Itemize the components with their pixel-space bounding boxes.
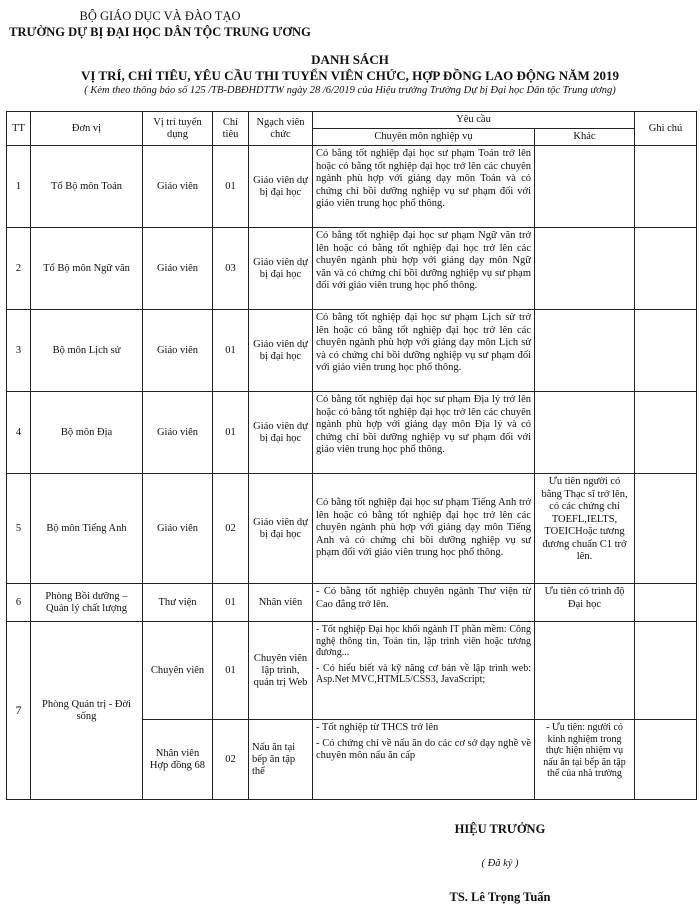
row-rank: Giáo viên dự bị đại học [249,146,313,228]
row-tt: 4 [7,392,31,474]
signed-note: ( Đã ký ) [481,858,519,869]
ministry-name: BỘ GIÁO DỤC VÀ ĐÀO TẠO [79,9,241,23]
row-unit: Phòng Bồi dưỡng – Quản lý chất lượng [31,584,143,622]
header-row [7,112,697,129]
row-other [535,392,635,474]
row-quota: 02 [213,720,249,800]
row-note [635,310,697,392]
row-specialty: Có bằng tốt nghiệp đại học sư phạm Lịch sử trở lên hoặc có bằng tốt nghiệp đại học trở lên các chuyên ngành phù hợp với giảng dạy môn Lịch sử và có chứng chỉ bồi dưỡng nghiệp vụ sư phạm đối với giáo viên trung học phổ thông. [313,310,535,392]
row-tt: 1 [7,146,31,228]
row-position: Chuyên viên [143,622,213,720]
signer-name: TS. Lê Trọng Tuấn [449,890,551,904]
title-line-2: VỊ TRÍ, CHỈ TIÊU, YÊU CẦU THI TUYỂN VIÊN CHỨC, HỢP ĐỒNG LAO ĐỘNG NĂM 2019 [80,68,620,83]
row-quota: 02 [213,474,249,584]
row-specialty: - Có bằng tốt nghiệp chuyên ngành Thư viện từ Cao đẳng trở lên. [313,584,535,622]
signer-role: HIỆU TRƯỞNG [454,822,546,836]
specialty-line-a: - Tốt nghiệp từ THCS trở lên [316,722,439,733]
recruitment-table [6,111,697,800]
table-row [7,392,697,474]
specialty-line-b: - Có chứng chỉ về nấu ăn do các cơ sở dạy nghề về chuyên môn nấu ăn cấp [316,738,531,761]
row-unit: Phòng Quản trị - Đời sống [31,622,143,800]
header-tt: TT [7,112,31,146]
header-other: Khác [535,129,635,146]
row-quota: 01 [213,310,249,392]
title-line-1: DANH SÁCH [311,52,389,67]
row-rank: Giáo viên dự bị đại học [249,228,313,310]
row-tt: 3 [7,310,31,392]
header-note: Ghi chú [635,112,697,146]
row-position: Giáo viên [143,310,213,392]
row-specialty: Có bằng tốt nghiệp đại học sư phạm Toán trở lên hoặc có bằng tốt nghiệp đại học trở lên các chuyên ngành phù hợp với giảng dạy môn Toán và có chứng chỉ bồi dưỡng nghiệp vụ sư phạm đối với giáo viên trung học phổ thông. [313,146,535,228]
header-unit: Đơn vị [31,112,143,146]
row-quota: 01 [213,584,249,622]
table-row [7,622,697,720]
row-position: Nhân viên Hợp đồng 68 [143,720,213,800]
header-specialty: Chuyên môn nghiệp vụ [313,129,535,146]
row-rank: Giáo viên dự bị đại học [249,392,313,474]
table-row [7,146,697,228]
row-tt: 2 [7,228,31,310]
specialty-line-b: - Có hiểu biết và kỹ năng cơ bản về lập trình web: Asp.Net MVC,HTML5/CSS3, JavaScript; [316,662,531,685]
row-rank: Giáo viên dự bị đại học [249,310,313,392]
row-specialty: Có bằng tốt nghiệp đại học sư phạm Ngữ văn trở lên hoặc có bằng tốt nghiệp đại học trở lên các chuyên ngành phù hợp với giảng dạy môn Ngữ văn và có chứng chỉ bồi dưỡng nghiệp vụ sư phạm đối với giáo viên trung học phổ thông. [313,228,535,310]
row-position: Thư viện [143,584,213,622]
row-position: Giáo viên [143,392,213,474]
row-tt: 7 [7,622,31,800]
header-rank: Ngạch viên chức [249,112,313,146]
document-title [0,52,700,98]
table-row [7,228,697,310]
row-note [635,584,697,622]
header-position: Vị trí tuyển dụng [143,112,213,146]
row-tt: 5 [7,474,31,584]
school-name: TRƯỜNG DỰ BỊ ĐẠI HỌC DÂN TỘC TRUNG ƯƠNG [9,25,311,39]
row-note [635,622,697,720]
row-unit: Bộ môn Địa [31,392,143,474]
row-rank: Nấu ăn tại bếp ăn tập thể [249,720,313,800]
table-row [7,474,697,584]
row-specialty: Có bằng tốt nghiệp đại học sư phạm Tiếng Anh trở lên hoặc có bằng tốt nghiệp đại học trở lên các chuyên ngành phù hợp với giảng dạy môn Tiếng Anh và có chứng chỉ bồi dưỡng nghiệp vụ sư phạm đối với giáo viên trung học phổ thông. [313,474,535,584]
row-quota: 01 [213,622,249,720]
row-other: - Ưu tiên: người có kinh nghiệm trong thực hiện nhiệm vụ nấu ăn tại bếp ăn tập thể của nhà trường [535,720,635,800]
row-note [635,146,697,228]
row-note [635,720,697,800]
row-specialty [313,622,535,720]
row-other [535,146,635,228]
row-quota: 01 [213,146,249,228]
title-line-3: ( Kèm theo thông báo số 125 /TB-DBĐHDTTW ngày 28 /6/2019 của Hiệu trưởng Trường Dự bị Đại học Dân tộc Trung ương) [84,85,616,96]
row-quota: 01 [213,392,249,474]
table-row [7,584,697,622]
row-position: Giáo viên [143,474,213,584]
row-position: Giáo viên [143,146,213,228]
row-rank: Nhân viên [249,584,313,622]
specialty-line-a: - Tốt nghiệp Đại học khối ngành IT phần mềm: Công nghệ thông tin, Toán tin, lập trình viên hoặc tương đương... [316,624,531,658]
document-header [0,8,320,40]
row-other: Ưu tiên có trình độ Đại học [535,584,635,622]
row-rank: Giáo viên dự bị đại học [249,474,313,584]
row-rank: Chuyên viên lập trình, quản trị Web [249,622,313,720]
row-other [535,310,635,392]
row-unit: Tổ Bộ môn Ngữ văn [31,228,143,310]
row-unit: Bộ môn Tiếng Anh [31,474,143,584]
row-unit: Tổ Bộ môn Toán [31,146,143,228]
table-row [7,310,697,392]
row-quota: 03 [213,228,249,310]
header-quota: Chỉ tiêu [213,112,249,146]
row-specialty: Có bằng tốt nghiệp đại học sư phạm Địa lý trở lên hoặc có bằng tốt nghiệp đại học trở lên các chuyên ngành phù hợp với giảng dạy môn Địa lý và có chứng chỉ bồi dưỡng nghiệp vụ sư phạm đối với giáo viên trung học phổ thông. [313,392,535,474]
row-position: Giáo viên [143,228,213,310]
row-specialty [313,720,535,800]
row-note [635,228,697,310]
row-unit: Bộ môn Lịch sử [31,310,143,392]
header-requirements: Yêu cầu [313,112,635,129]
row-tt: 6 [7,584,31,622]
row-note [635,474,697,584]
row-other [535,228,635,310]
row-other [535,622,635,720]
row-note [635,392,697,474]
row-other: Ưu tiên người có bằng Thạc sĩ trở lên, có các chứng chỉ TOEFL,IELTS, TOEICHoặc tương đương chuẩn C1 trở lên. [535,474,635,584]
